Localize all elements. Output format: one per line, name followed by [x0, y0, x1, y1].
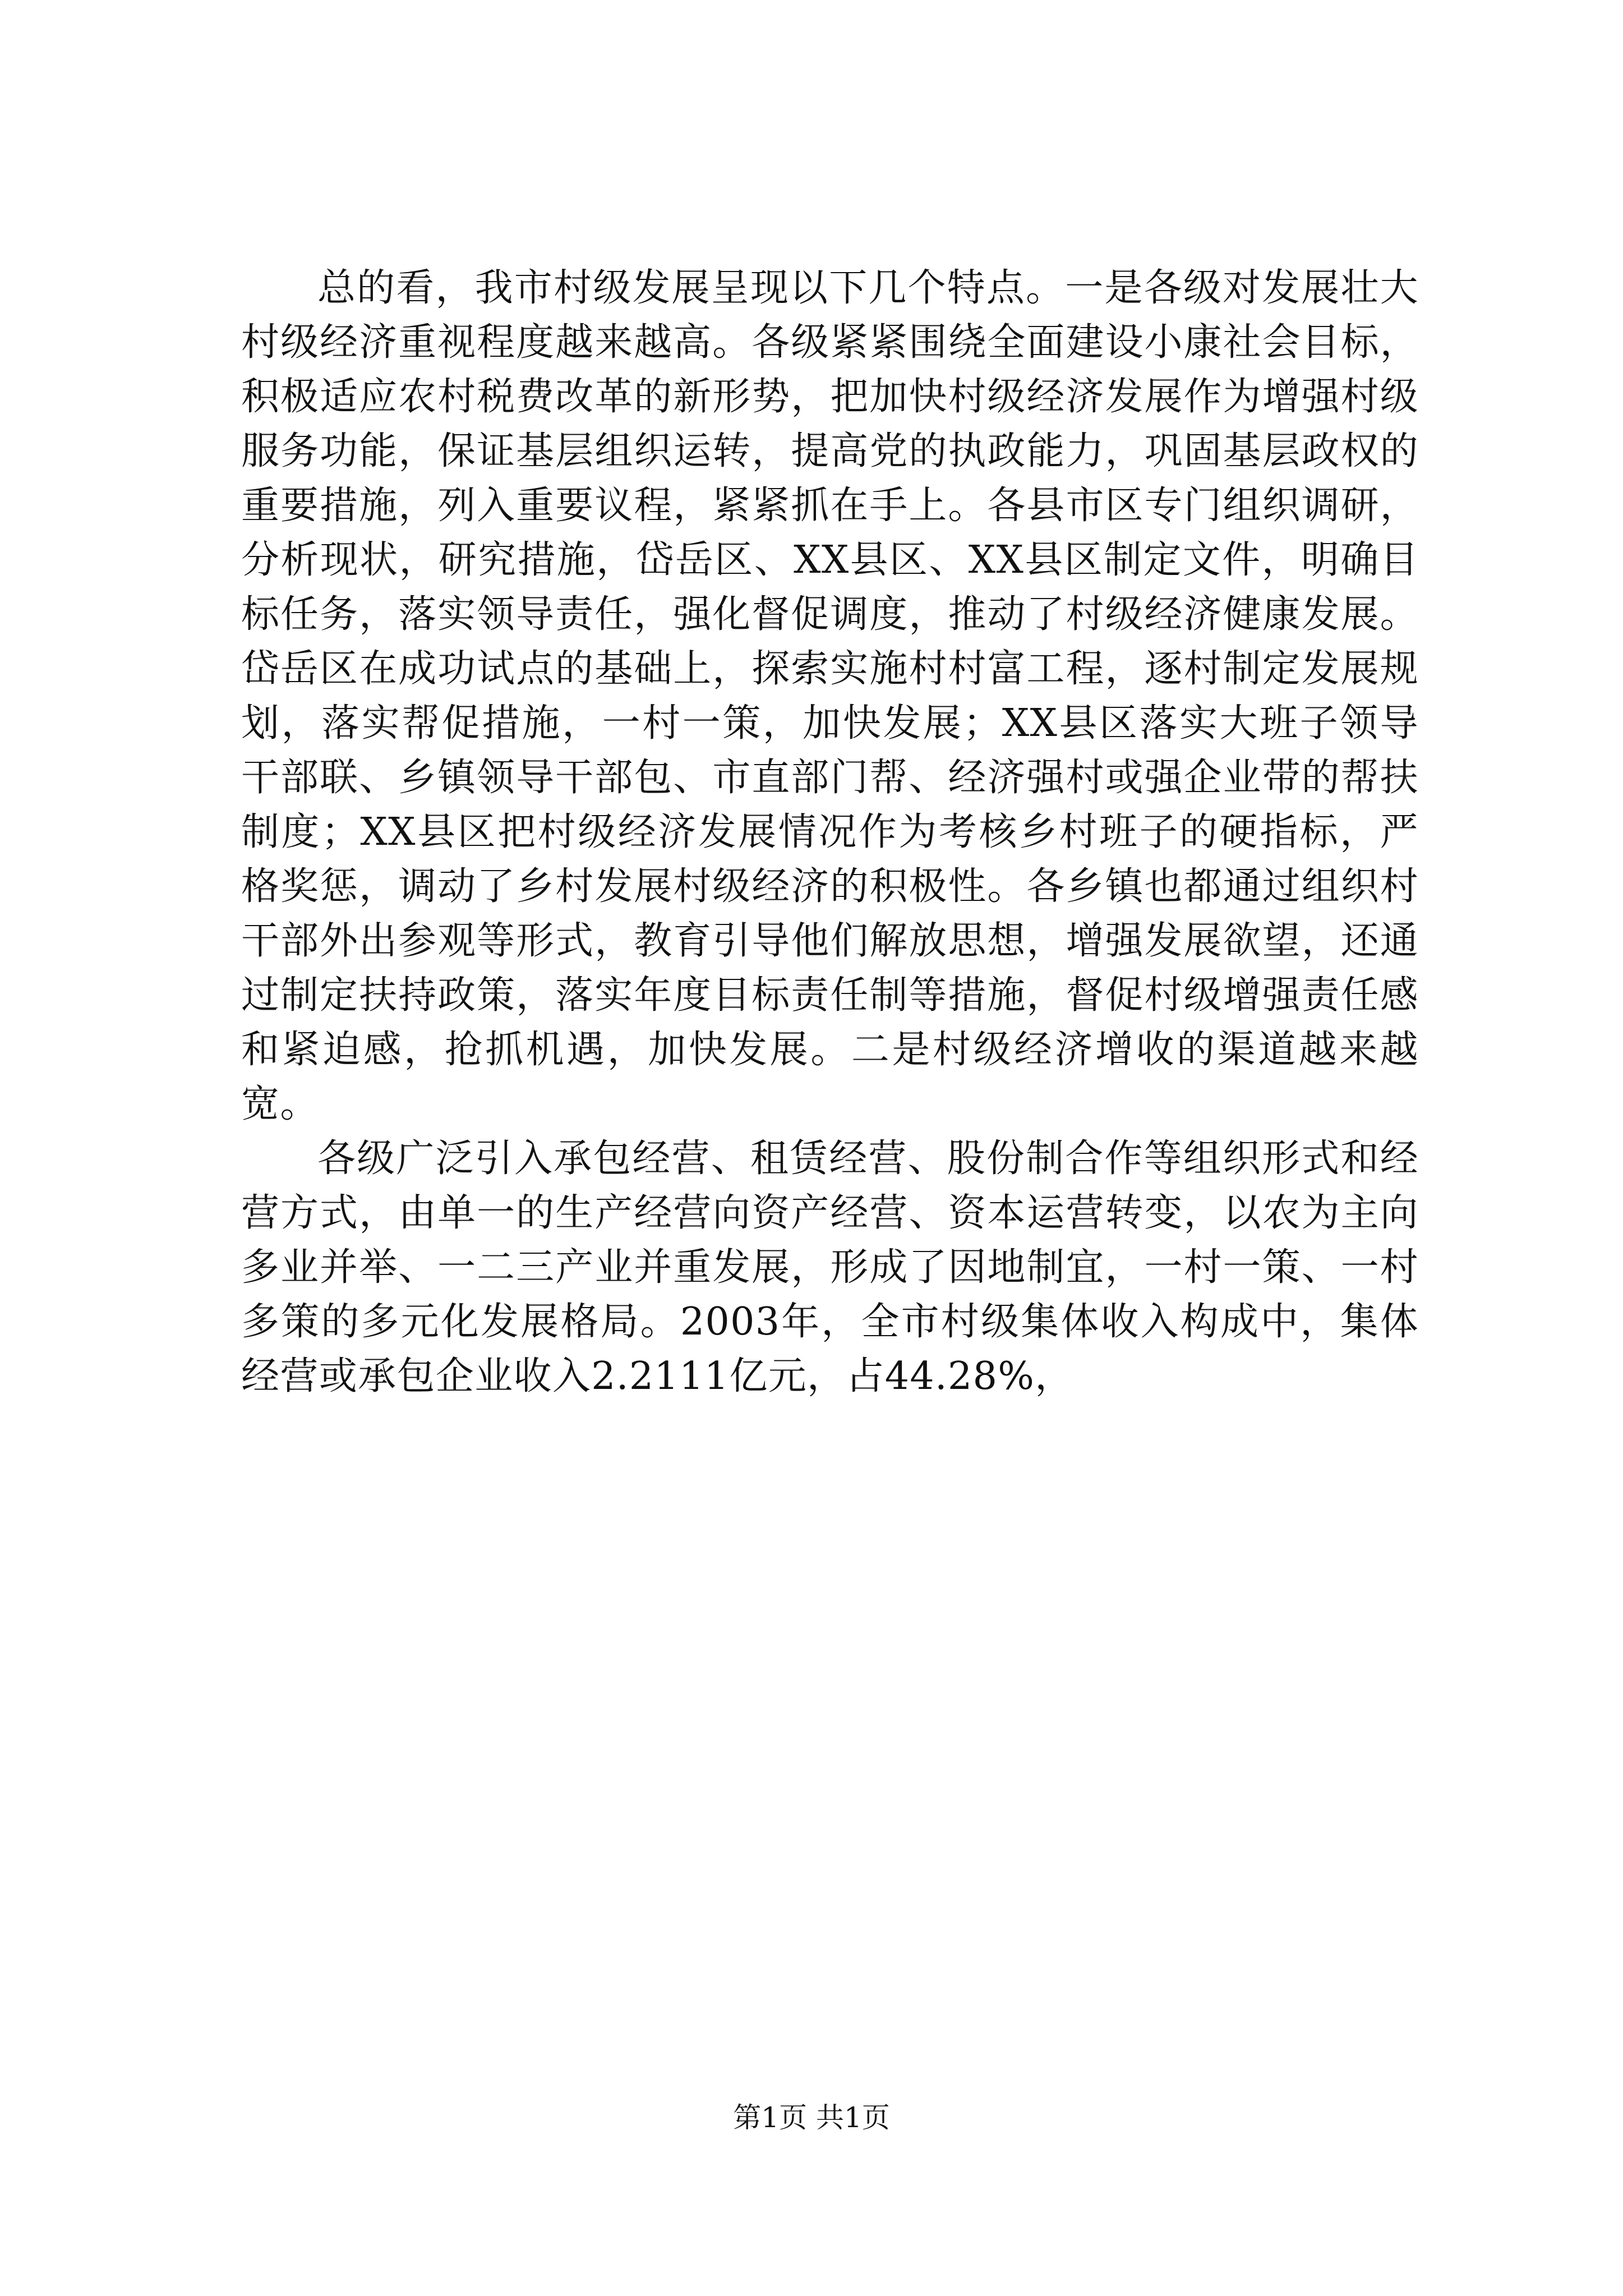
document-body [241, 261, 1419, 1404]
page-footer: 第1页 共1页 [733, 2101, 890, 2134]
paragraph-1: 总的看，我市村级发展呈现以下几个特点。一是各级对发展壮大村级经济重视程度越来越高。各级紧紧围绕全面建设小康社会目标，积极适应农村税费改革的新形势，把加快村级经济发展作为增强村级服务功能，保证基层组织运转，提高党的执政能力，巩固基层政权的重要措施，列入重要议程，紧紧抓在手上。各县市区专门组织调研，分析现状，研究措施，岱岳区、XX县区、XX县区制定文件，明确目标任务，落实领导责任，强化督促调度，推动了村级经济健康发展。岱岳区在成功试点的基础上，探索实施村村富工程，逐村制定发展规划，落实帮促措施，一村一策，加快发展；XX县区落实大班子领导干部联、乡镇领导干部包、市直部门帮、经济强村或强企业带的帮扶制度；XX县区把村级经济发展情况作为考核乡村班子的硬指标，严格奖惩，调动了乡村发展村级经济的积极性。各乡镇也都通过组织村干部外出参观等形式，教育引导他们解放思想，增强发展欲望，还通过制定扶持政策，落实年度目标责任制等措施，督促村级增强责任感和紧迫感，抢抓机遇，加快发展。二是村级经济增收的渠道越来越宽。 [241, 266, 1419, 1126]
paragraph-2: 各级广泛引入承包经营、租赁经营、股份制合作等组织形式和经营方式，由单一的生产经营向资产经营、资本运营转变，以农为主向多业并举、一二三产业并重发展，形成了因地制宜，一村一策、一村多策的多元化发展格局。2003年，全市村级集体收入构成中，集体经营或承包企业收入2.2111亿元，占44.28%， [241, 1137, 1419, 1398]
